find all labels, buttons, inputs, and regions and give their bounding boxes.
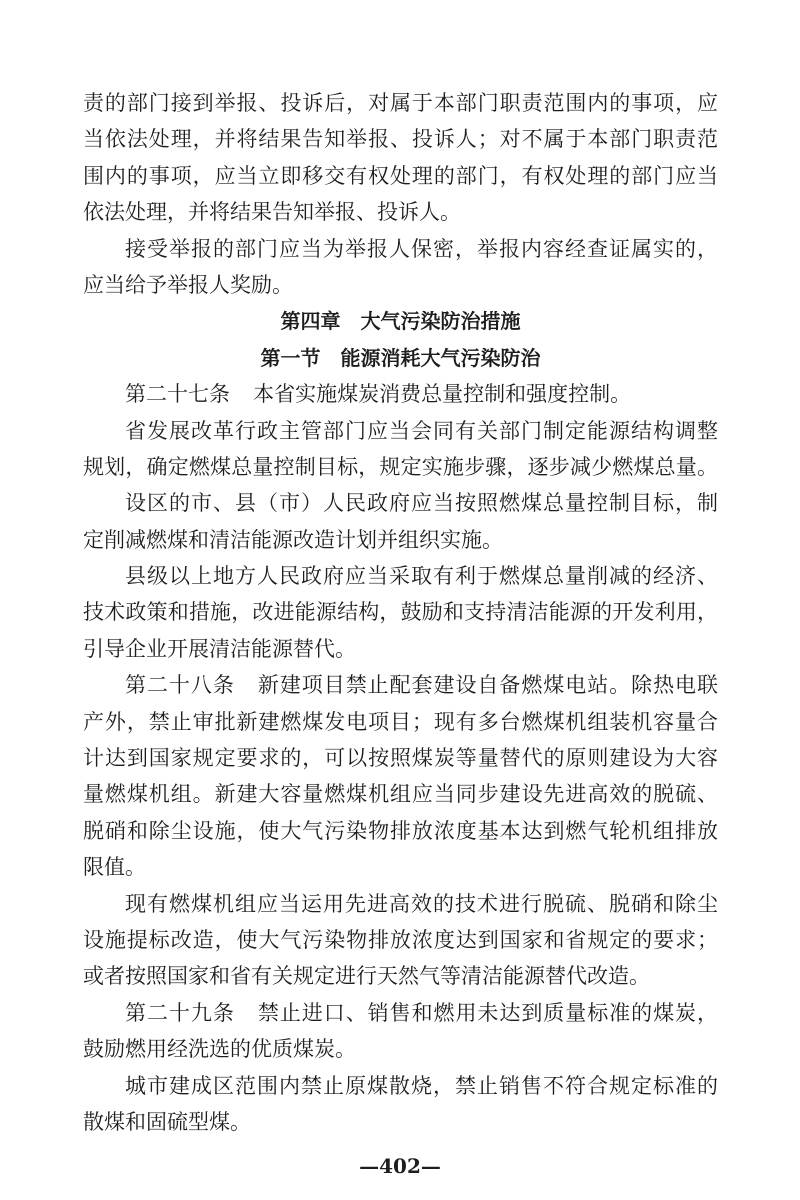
paragraph	[83, 485, 718, 558]
text-line: 或者按照国家和省有关规定进行天然气等清洁能源替代改造。	[83, 964, 650, 989]
text-line: 围内的事项，应当立即移交有权处理的部门，有权处理的部门应当	[83, 163, 718, 188]
article	[83, 995, 718, 1141]
page-body	[83, 85, 718, 1140]
text-line: 量燃煤机组。新建大容量燃煤机组应当同步建设先进高效的脱硫、	[83, 782, 718, 807]
text-line	[83, 376, 718, 412]
text-line: 产外，禁止审批新建燃煤发电项目；现有多台燃煤机组装机容量合	[83, 709, 718, 734]
text-line: 依法处理，并将结果告知举报、投诉人。	[83, 200, 461, 225]
paragraph	[83, 667, 718, 885]
text-line: 引导企业开展清洁能源替代。	[83, 636, 356, 661]
section-heading: 第一节 能源消耗大气污染防治	[260, 345, 541, 370]
text-line: 定削减燃煤和清洁能源改造计划并组织实施。	[83, 527, 503, 552]
text-line: 计达到国家规定要求的，可以按照煤炭等量替代的原则建设为大容	[83, 746, 718, 771]
article	[83, 376, 718, 667]
text-line: 规划，确定燃煤总量控制目标，规定实施步骤，逐步减少燃煤总量。	[83, 454, 718, 479]
text-line: 接受举报的部门应当为举报人保密，举报内容经查证属实的，	[125, 236, 718, 261]
text-line	[83, 667, 718, 703]
paragraph	[83, 85, 718, 231]
page-number: —402—	[359, 1154, 441, 1178]
text-line: 鼓励燃用经洗选的优质煤炭。	[83, 1037, 356, 1062]
text-line-content: 本省实施煤炭消费总量控制和强度控制。	[253, 382, 632, 407]
paragraph	[83, 558, 718, 667]
paragraph	[83, 413, 718, 486]
paragraph	[83, 995, 718, 1068]
text-line: 城市建成区范围内禁止原煤散烧，禁止销售不符合规定标准的	[125, 1073, 718, 1098]
text-line: 省发展改革行政主管部门应当会同有关部门制定能源结构调整	[125, 418, 718, 443]
text-line: 技术政策和措施，改进能源结构，鼓励和支持清洁能源的开发利用，	[83, 600, 718, 625]
article-number: 第二十七条	[125, 382, 230, 407]
paragraph	[83, 231, 718, 304]
paragraph	[83, 376, 718, 412]
article-number: 第二十八条	[125, 673, 235, 698]
text-line: 应当给予举报人奖励。	[83, 272, 293, 297]
text-line: 责的部门接到举报、投诉后，对属于本部门职责范围内的事项，应	[83, 91, 718, 115]
text-line: 脱硝和除尘设施，使大气污染物排放浓度基本达到燃气轮机组排放	[83, 818, 718, 843]
text-line: 县级以上地方人民政府应当采取有利于燃煤总量削减的经济、	[125, 564, 718, 589]
text-line: 现有燃煤机组应当运用先进高效的技术进行脱硫、脱硝和除尘	[125, 891, 718, 916]
text-line-content: 禁止进口、销售和燃用未达到质量标准的煤炭，	[257, 1000, 718, 1025]
text-line	[83, 995, 718, 1031]
article	[83, 667, 718, 995]
chapter-heading: 第四章 大气污染防治措施	[280, 309, 521, 334]
text-line: 限值。	[83, 855, 146, 880]
text-line: 散煤和固硫型煤。	[83, 1109, 251, 1134]
text-line: 当依法处理，并将结果告知举报、投诉人；对不属于本部门职责范	[83, 127, 718, 152]
paragraph	[83, 1068, 718, 1141]
paragraph	[83, 886, 718, 995]
text-line-content: 新建项目禁止配套建设自备燃煤电站。除热电联	[257, 673, 718, 698]
article-number: 第二十九条	[125, 1000, 235, 1025]
text-line: 设区的市、县（市）人民政府应当按照燃煤总量控制目标，制	[125, 491, 718, 516]
text-line: 设施提标改造，使大气污染物排放浓度达到国家和省规定的要求；	[83, 927, 718, 952]
